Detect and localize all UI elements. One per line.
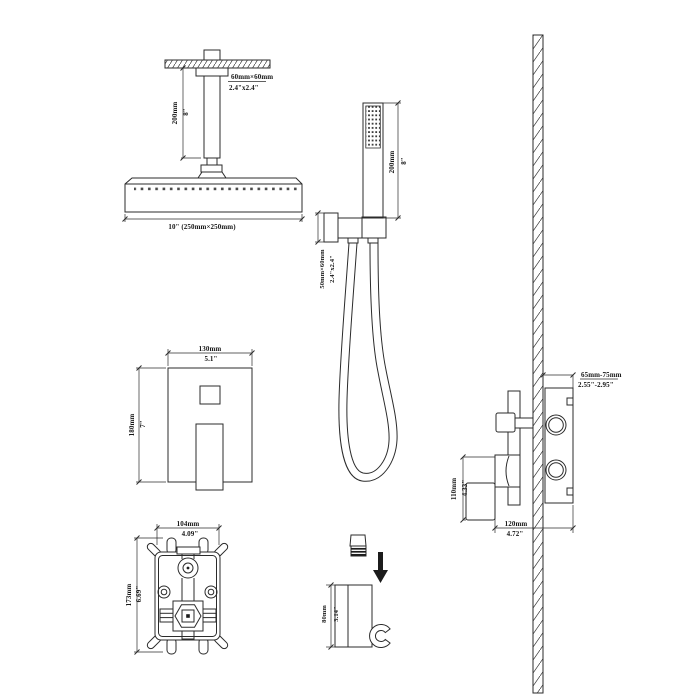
plate-height-in: 7" [139, 420, 147, 428]
bracket-assembly [321, 535, 390, 650]
ceiling-flange-size-in: 2.4"x2.4" [229, 84, 259, 92]
holder-arm [338, 218, 362, 238]
ceiling-section [165, 60, 270, 68]
wall [533, 35, 543, 693]
hose-nut-left [348, 238, 358, 243]
spray-face [366, 106, 381, 148]
trim-plate-front-view [128, 345, 255, 490]
ceiling-shower-assembly [123, 50, 305, 231]
plate-width-mm: 130mm [198, 345, 222, 353]
wand-length-mm: 200mm [388, 150, 396, 174]
diverter-stem [515, 418, 533, 428]
holder-size-mm: 50mm×60mm [319, 249, 326, 289]
holder-wall-plate [324, 213, 338, 242]
plate-height-mm: 180mm [128, 413, 136, 437]
hose-nut-right [368, 238, 378, 243]
head-size-label: 10" (250mm×250mm) [168, 223, 236, 231]
lever-handle-side [466, 483, 495, 520]
handle-height-mm: 110mm [450, 477, 458, 501]
valve-height-mm: 173mm [125, 583, 133, 607]
diverter-knob-side [496, 413, 515, 432]
bracket-body [335, 585, 372, 647]
valve-depth-in: 2.55"-2.95" [578, 381, 614, 389]
bracket-height-mm: 80mm [321, 605, 328, 623]
arm-length-mm: 200mm [171, 101, 179, 125]
handle-height-in: 4.33" [461, 479, 469, 497]
valve-depth-mm: 65mm-75mm [581, 371, 622, 379]
rough-in-valve-front-view [125, 520, 229, 655]
valve-height-in: 6.69" [135, 585, 143, 603]
ceiling-flange-size-mm: 60mm×60mm [231, 73, 274, 81]
ceiling-flange [196, 68, 228, 76]
ceiling-pipe-stub [204, 50, 220, 60]
c-clip [370, 625, 391, 648]
wand-cuff [362, 217, 386, 238]
arm-length-in: 8" [182, 108, 190, 116]
valve-width-mm: 104mm [176, 520, 200, 528]
bracket-height-in: 3.14" [333, 606, 340, 622]
nozzle-row [134, 186, 297, 192]
valve-width-in: 4.09" [181, 530, 199, 538]
hose-connector [350, 535, 366, 546]
wand-length-in: 8" [400, 157, 408, 165]
hand-shower-assembly [315, 101, 408, 482]
reach-in: 4.72" [506, 530, 524, 538]
wall-section-side-view [450, 35, 622, 693]
arm-connector [207, 158, 217, 165]
rain-shower-head [125, 178, 302, 212]
trim-plate-side [508, 391, 520, 505]
top-port-bar [177, 547, 200, 554]
lever-handle [196, 424, 223, 490]
plate-width-in: 5.1" [204, 355, 218, 363]
reach-mm: 120mm [504, 520, 528, 528]
diverter-button [200, 386, 220, 404]
holder-size-in: 2.4"x2.4" [329, 255, 336, 283]
shower-arm [204, 76, 220, 158]
down-arrow-icon [373, 552, 388, 583]
